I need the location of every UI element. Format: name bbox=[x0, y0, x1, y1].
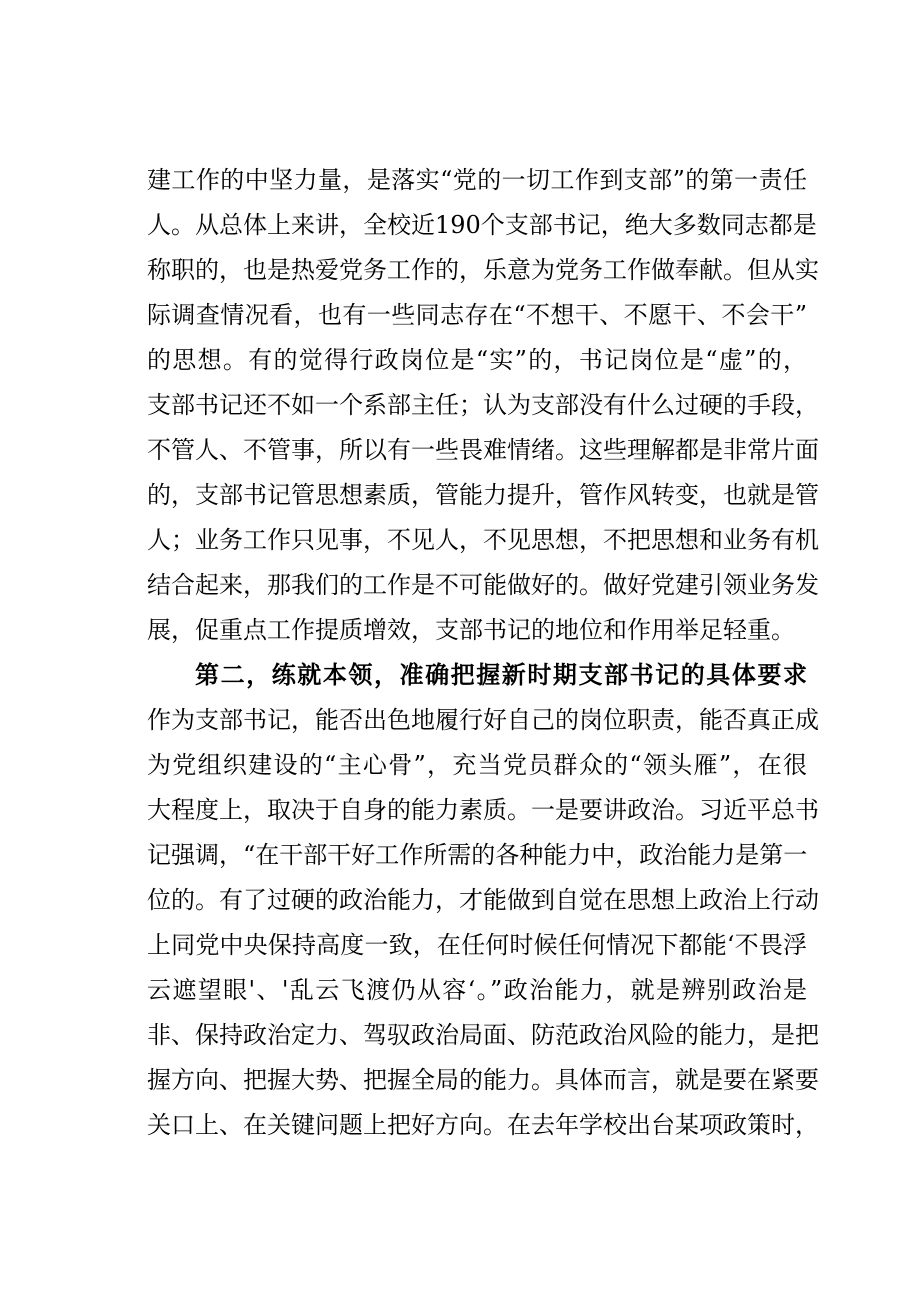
section-heading: 第二，练就本领，准确把握新时期支部书记的具体要求 bbox=[195, 661, 807, 689]
text-line: 位的。有了过硬的政治能力，才能做到自觉在思想上政治上行动 bbox=[147, 886, 819, 914]
text-line: 支部书记还不如一个系部主任；认为支部没有什么过硬的手段， bbox=[147, 391, 819, 419]
text-line: 结合起来，那我们的工作是不可能做好的。做好党建引领业务发 bbox=[147, 571, 819, 599]
text-line: 云遮望眼'、'乱云飞渡仍从容‘。”政治能力，就是辨别政治是 bbox=[147, 976, 807, 1004]
text-line: 展，促重点工作提质增效，支部书记的地位和作用举足轻重。 bbox=[147, 616, 795, 644]
text-line: 不管人、不管事，所以有一些畏难情绪。这些理解都是非常片面 bbox=[147, 436, 819, 464]
text-line: 记强调，“在干部干好工作所需的各种能力中，政治能力是第一 bbox=[147, 841, 808, 869]
text-line: 称职的，也是热爱党务工作的，乐意为党务工作做奉献。但从实 bbox=[147, 256, 819, 284]
text-line: 的思想。有的觉得行政岗位是“实”的，书记岗位是“虚”的， bbox=[147, 346, 807, 374]
text-line: 建工作的中坚力量，是落实“党的一切工作到支部”的第一责任 bbox=[147, 166, 807, 194]
text-line: 人。从总体上来讲，全校近190个支部书记，绝大多数同志都是 bbox=[147, 211, 817, 239]
text-line: 非、保持政治定力、驾驭政治局面、防范政治风险的能力，是把 bbox=[147, 1021, 819, 1049]
text-line: 际调查情况看，也有一些同志存在“不想干、不愿干、不会干” bbox=[147, 301, 807, 329]
text-line: 作为支部书记，能否出色地履行好自己的岗位职责，能否真正成 bbox=[147, 706, 819, 734]
text-line: 上同党中央保持高度一致，在任何时候任何情况下都能‘不畏浮 bbox=[147, 931, 807, 959]
text-line: 关口上、在关键问题上把好方向。在去年学校出台某项政策时， bbox=[147, 1111, 819, 1139]
text-line: 大程度上，取决于自身的能力素质。一是要讲政治。习近平总书 bbox=[147, 796, 819, 824]
text-line: 握方向、把握大势、把握全局的能力。具体而言，就是要在紧要 bbox=[147, 1066, 819, 1094]
text-line: 人；业务工作只见事，不见人，不见思想，不把思想和业务有机 bbox=[147, 526, 819, 554]
text-line: 为党组织建设的“主心骨”，充当党员群众的“领头雁”，在很 bbox=[147, 751, 807, 779]
text-line: 的，支部书记管思想素质，管能力提升，管作风转变，也就是管 bbox=[147, 481, 819, 509]
